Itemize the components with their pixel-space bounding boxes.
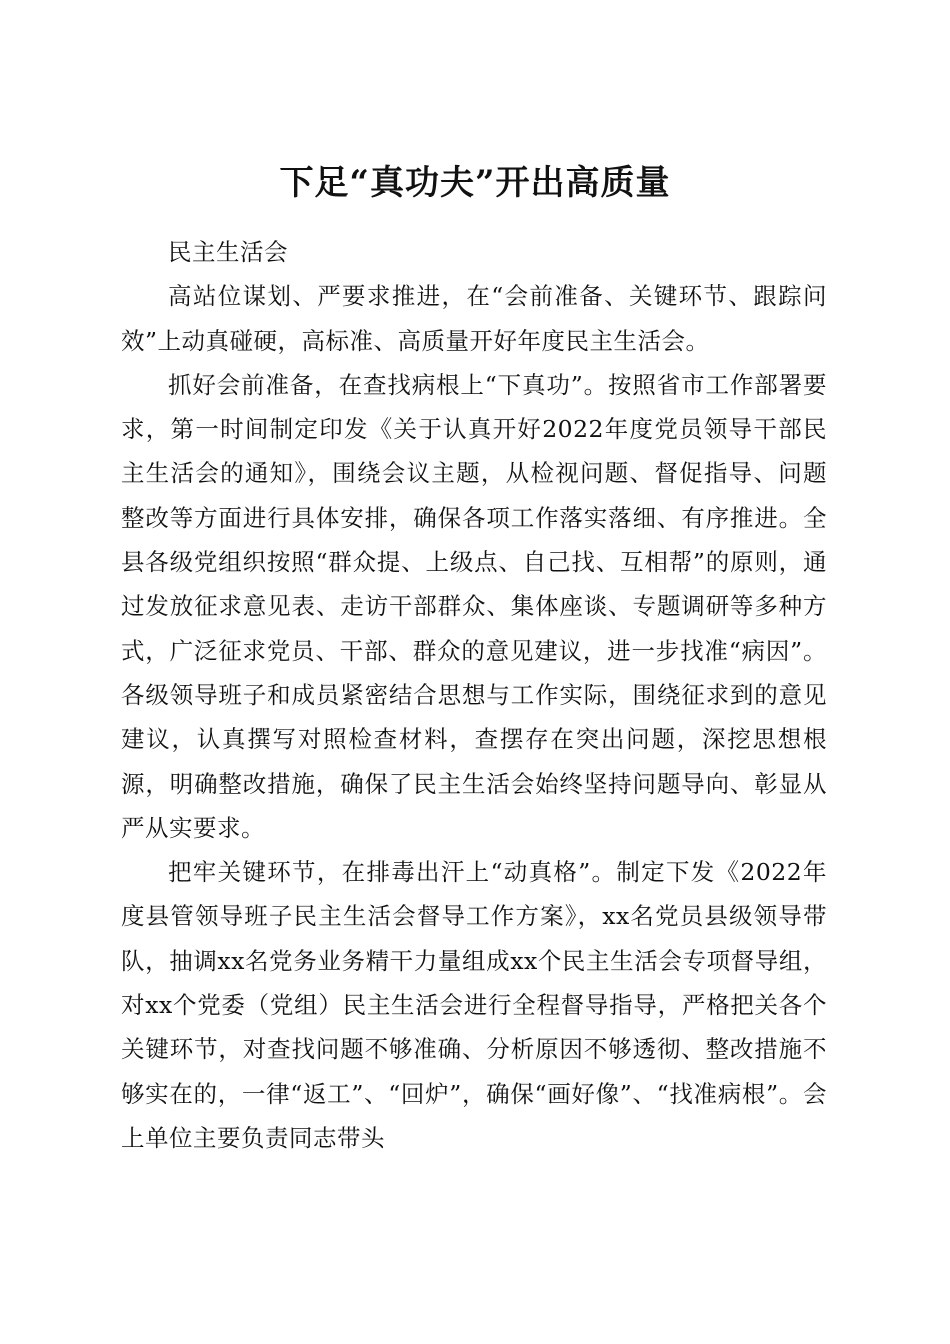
document-title: 下足“真功夫”开出高质量	[279, 162, 671, 203]
document-body	[121, 230, 827, 1160]
paragraph-preparation: 抓好会前准备，在查找病根上“下真功”。按照省市工作部署要求，第一时间制定印发《关于认真开好2022年度党员领导干部民主生活会的通知》，围绕会议主题，从检视问题、督促指导、问题整改等方面进行具体安排，确保各项工作落实落细、有序推进。全县各级党组织按照“群众提、上级点、自己找、互相帮”的原则，通过发放征求意见表、走访干部群众、集体座谈、专题调研等多种方式，广泛征求党员、干部、群众的意见建议，进一步找准“病因”。各级领导班子和成员紧密结合思想与工作实际，围绕征求到的意见建议，认真撰写对照检查材料，查摆存在突出问题，深挖思想根源，明确整改措施，确保了民主生活会始终坚持问题导向、彰显从严从实要求。	[121, 370, 827, 842]
paragraph-intro: 高站位谋划、严要求推进，在“会前准备、关键环节、跟踪问效”上动真碰硬，高标准、高质量开好年度民主生活会。	[121, 282, 827, 355]
paragraph-subtitle: 民主生活会	[168, 238, 288, 266]
paragraph-key-links: 把牢关键环节，在排毒出汗上“动真格”。制定下发《2022年度县管领导班子民主生活会督导工作方案》，xx名党员县级领导带队，抽调xx名党务业务精干力量组成xx个民主生活会专项督导组，对xx个党委（党组）民主生活会进行全程督导指导，严格把关各个关键环节，对查找问题不够准确、分析原因不够透彻、整改措施不够实在的，一律“返工”、“回炉”，确保“画好像”、“找准病根”。会上单位主要负责同志带头	[121, 858, 827, 1152]
